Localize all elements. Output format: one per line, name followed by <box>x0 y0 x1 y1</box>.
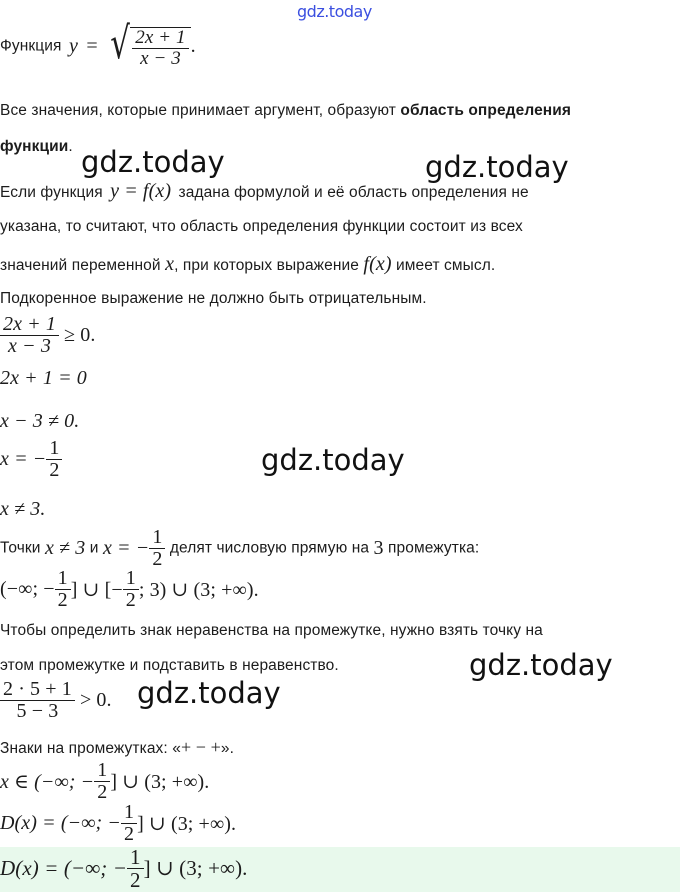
function-label: Функция <box>0 37 62 55</box>
watermark-5: gdz.today <box>137 676 281 710</box>
domain-def-line-2 <box>0 138 73 156</box>
function-eq: = <box>86 34 98 57</box>
solution-numerator: 1 <box>94 760 110 782</box>
points-text-a: Точки <box>0 539 41 557</box>
domain-numerator: 1 <box>121 802 137 824</box>
radicand-text: Подкоренное выражение не должно быть отрицательным. <box>0 290 427 307</box>
test-rest: > 0. <box>79 689 112 711</box>
points-m2: x = − <box>102 537 150 559</box>
points-and: и <box>89 539 99 557</box>
equation-line: 2x + 1 = 0 <box>0 367 87 389</box>
intervals-p1: (−∞; − <box>0 578 55 600</box>
watermark-4: gdz.today <box>469 648 613 682</box>
points-text-b: делят числовую прямую на <box>169 539 370 557</box>
x-neq-3-line: x ≠ 3. <box>0 498 46 520</box>
root-denominator: 2 <box>49 459 60 481</box>
rule-text-b: задана формулой и её область определения не <box>178 184 529 201</box>
intervals-num2: 1 <box>123 568 139 590</box>
sign-method-text-2: этом промежутке и подставить в неравенство. <box>0 657 339 674</box>
rule-var-f: f(x) <box>363 253 392 275</box>
intervals-den1: 2 <box>57 589 68 611</box>
rule-formula: y = f(x) <box>110 180 172 202</box>
rule-text-f: имеет смысл. <box>396 257 496 274</box>
answer-rest: ] ∪ (3; +∞). <box>143 856 248 881</box>
rule-text-a: Если функция <box>0 184 103 201</box>
sign-method-text-1: Чтобы определить знак неравенства на промежутке, нужно взять точку на <box>0 622 543 639</box>
domain-rest: ] ∪ (3; +∞). <box>137 813 237 835</box>
domain-lhs: D(x) = (−∞; − <box>0 812 122 834</box>
rule-line-2 <box>0 218 523 236</box>
sign-method-line-1 <box>0 622 543 640</box>
inequality-denominator: x − 3 <box>8 335 51 357</box>
rule-text-c: указана, то считают, что область определения функции состоит из всех <box>0 218 523 235</box>
function-line <box>0 18 196 69</box>
function-var: y <box>68 34 78 57</box>
inequality-rest: ≥ 0. <box>64 324 96 346</box>
intervals-p3: ; 3) ∪ (3; +∞). <box>138 579 259 601</box>
intervals-line <box>0 568 259 611</box>
points-text-c: промежутка: <box>388 539 480 557</box>
sqrt-denominator: x − 3 <box>140 47 181 69</box>
points-n: 3 <box>373 537 384 559</box>
inequality-numerator: 2x + 1 <box>0 314 59 336</box>
rule-text-e: , при которых выражение <box>174 257 359 274</box>
rule-var-x: x <box>165 253 175 275</box>
rule-text-d: значений переменной <box>0 257 161 274</box>
watermark-3: gdz.today <box>261 443 405 477</box>
answer-line <box>0 846 248 891</box>
intervals-p2: ] ∪ [− <box>70 579 123 601</box>
points-denominator: 2 <box>152 548 163 570</box>
function-dot: . <box>190 34 196 57</box>
root-numerator: 1 <box>46 438 62 460</box>
rule-line-1 <box>0 180 529 203</box>
test-point-line <box>0 679 112 722</box>
solution-line <box>0 760 209 803</box>
solution-rest: ] ∪ (3; +∞). <box>110 771 210 793</box>
points-numerator: 1 <box>149 527 165 549</box>
intervals-den2: 2 <box>125 589 136 611</box>
domain-def-line <box>0 102 571 120</box>
domain-def-text: Все значения, которые принимает аргумент, образуют <box>0 102 396 119</box>
watermark-2: gdz.today <box>425 150 569 184</box>
domain-def-bold: область определения <box>400 102 572 119</box>
answer-denominator: 2 <box>130 868 141 892</box>
neq-line: x − 3 ≠ 0. <box>0 410 80 432</box>
clipped-line <box>0 86 240 92</box>
domain-def-period: . <box>68 138 73 155</box>
signs-line <box>0 737 234 758</box>
watermark-top: gdz.today <box>297 2 372 21</box>
domain-denominator: 2 <box>124 823 135 845</box>
watermark-1: gdz.today <box>81 145 225 179</box>
rule-line-3 <box>0 253 495 276</box>
sqrt-expression: √ $\frac{2x + 1}{x - 3}$ <box>106 24 191 69</box>
test-denominator: 5 − 3 <box>16 700 59 722</box>
signs-values: + − + <box>180 737 221 757</box>
solution-denominator: 2 <box>97 781 108 803</box>
domain-line <box>0 802 236 845</box>
points-m1: x ≠ 3 <box>44 537 86 559</box>
sign-method-line-2 <box>0 657 339 675</box>
inequality-line <box>0 314 95 357</box>
root-lhs: x = − <box>0 448 47 470</box>
intervals-num1: 1 <box>55 568 71 590</box>
signs-text-a: Знаки на промежутках: « <box>0 740 181 757</box>
test-numerator: 2 · 5 + 1 <box>0 679 75 701</box>
radicand-line <box>0 290 427 308</box>
answer-lhs: D(x) = (−∞; − <box>0 856 127 881</box>
root-line <box>0 438 62 481</box>
answer-numerator: 1 <box>127 846 144 869</box>
sqrt-numerator: 2x + 1 <box>132 28 188 49</box>
points-line <box>0 527 479 570</box>
signs-text-b: ». <box>220 740 235 757</box>
solution-lhs: x ∈ (−∞; − <box>0 771 95 793</box>
domain-def-bold-2: функции <box>0 138 69 155</box>
